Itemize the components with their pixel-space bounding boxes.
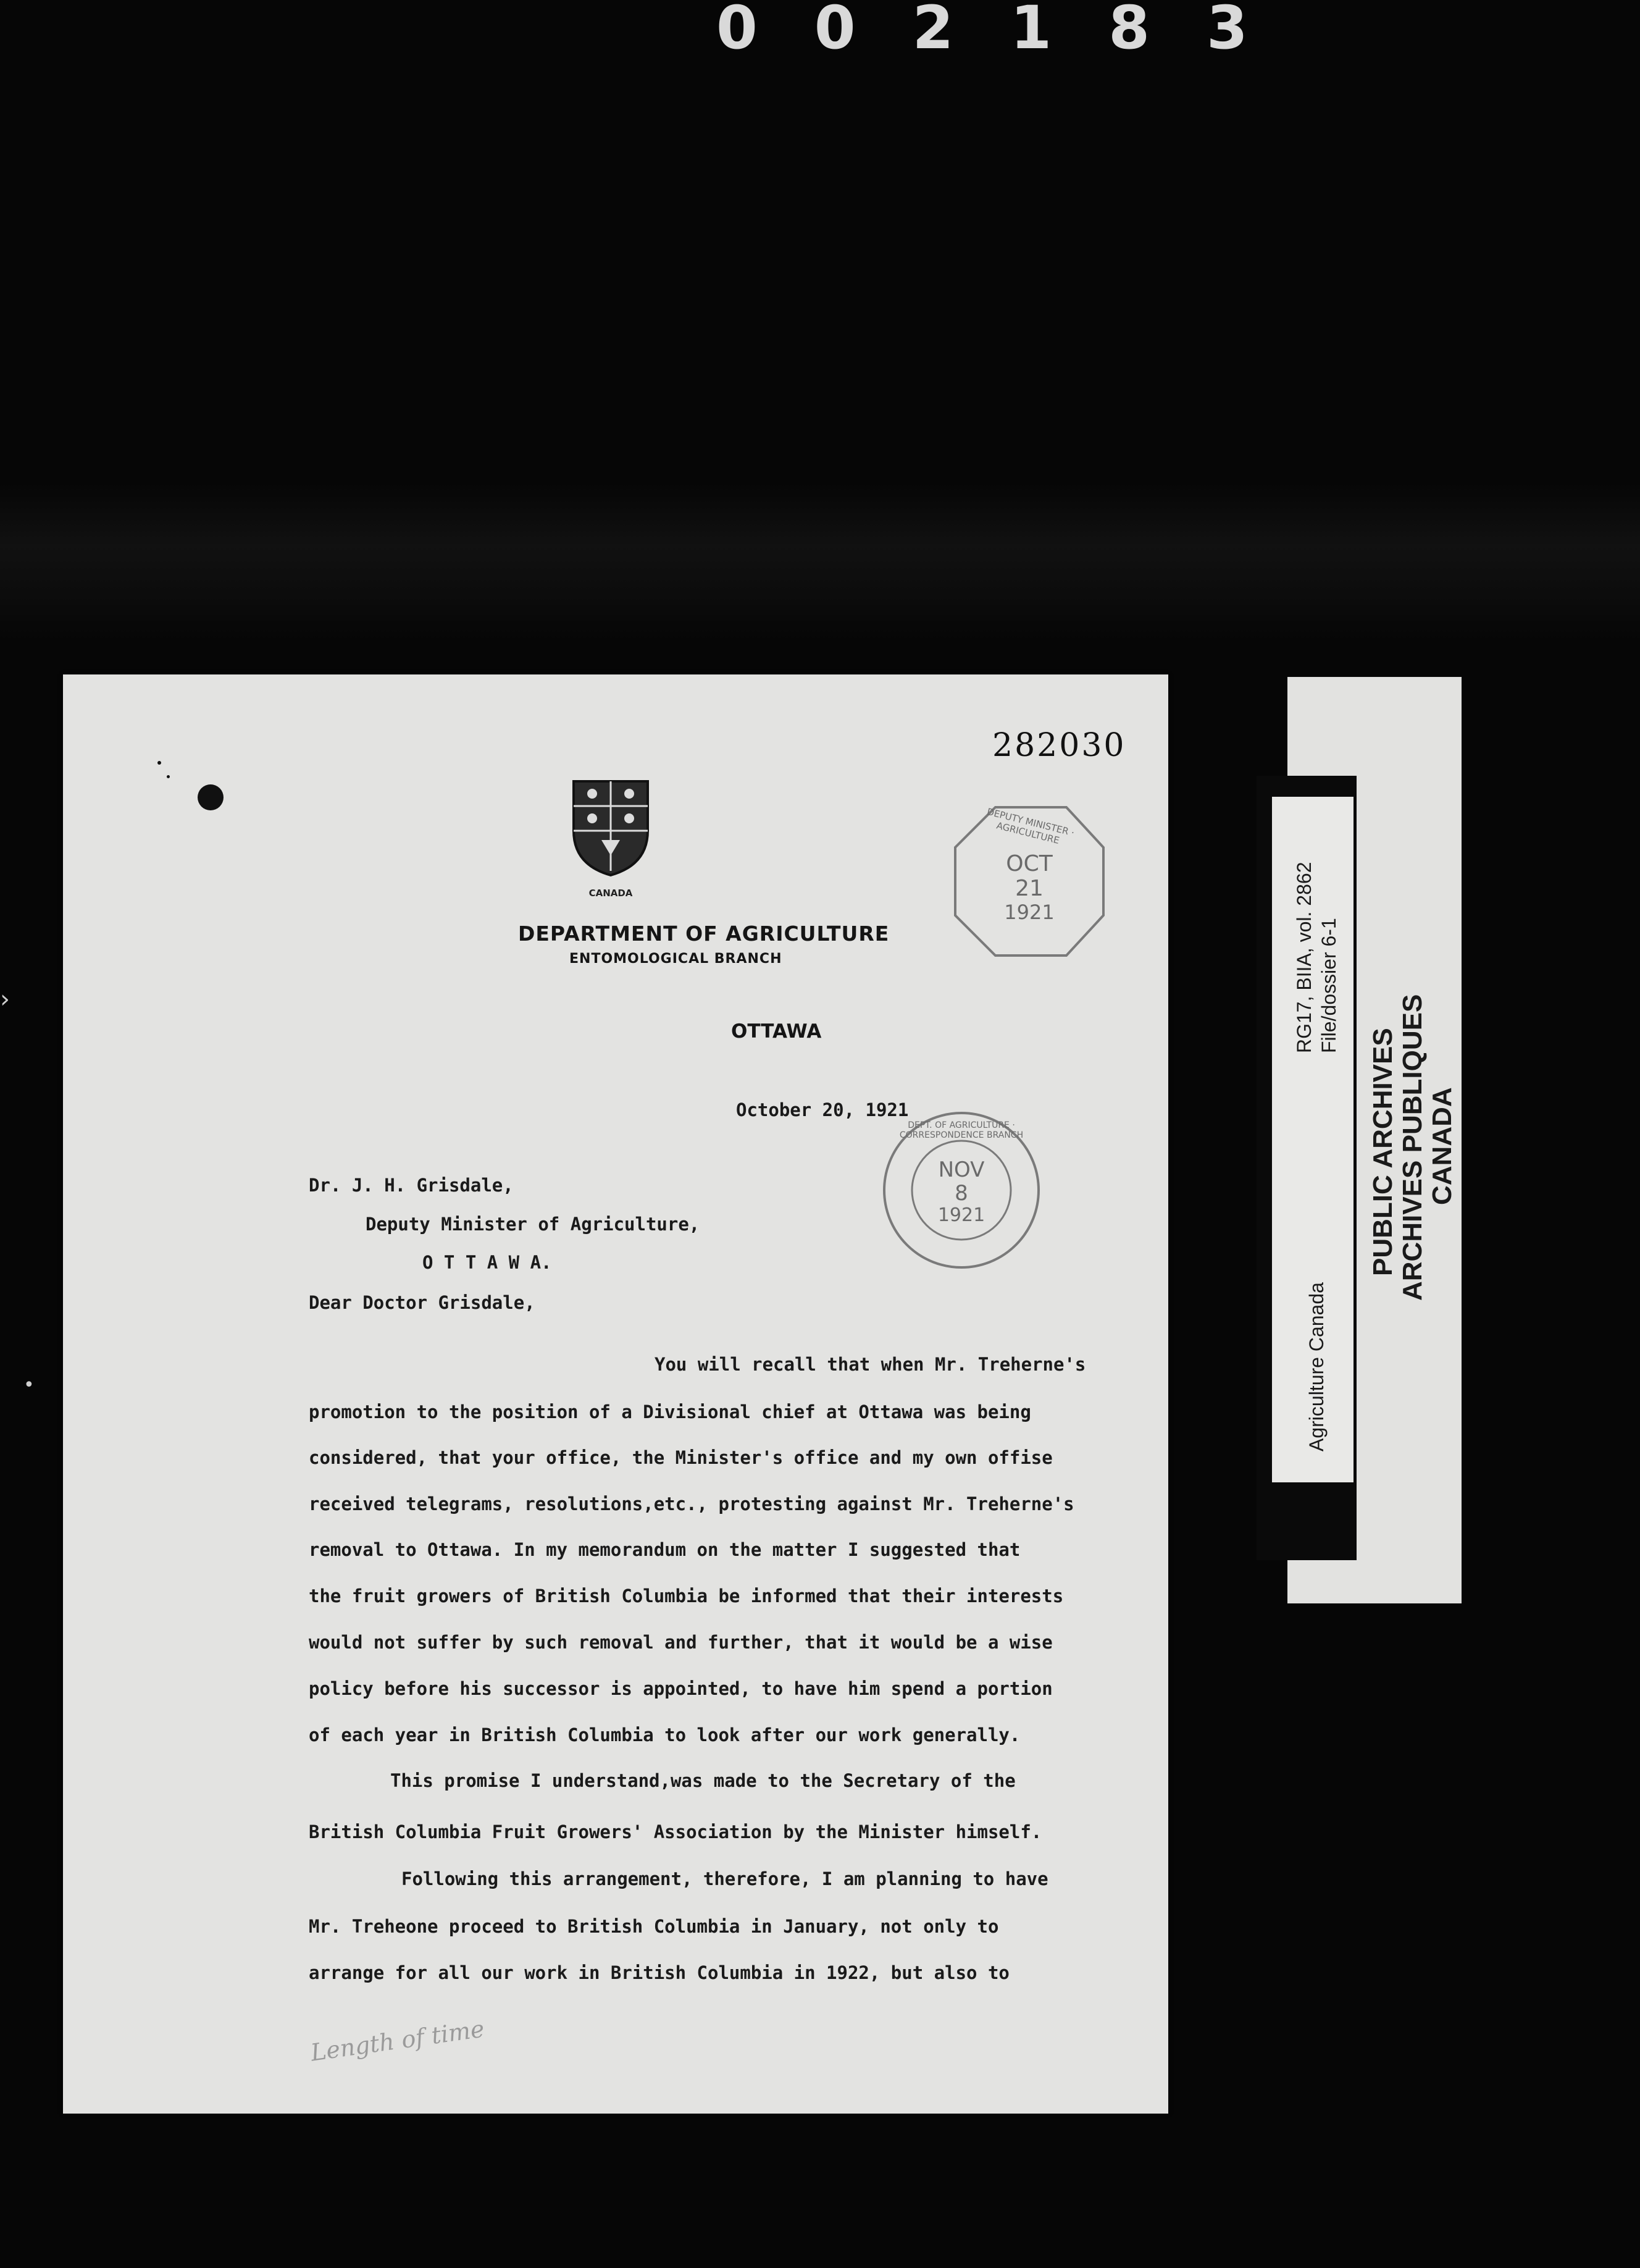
ink-speck	[157, 761, 161, 765]
film-dark-band	[0, 482, 1640, 642]
recipient-city: O T T A W A.	[422, 1252, 552, 1273]
film-frame-number: 002183	[716, 0, 1305, 59]
body-line: Mr. Treheone proceed to British Columbia in January, not only to	[309, 1916, 999, 1937]
edge-mark-left: ›	[0, 985, 10, 1014]
letterhead-city: OTTAWA	[731, 1020, 822, 1043]
stamp-ring-text: DEPT. OF AGRICULTURE · CORRESPONDENCE BRANCH	[899, 1120, 1024, 1140]
archive-card-tab	[1272, 797, 1353, 1482]
stamp-month: NOV	[938, 1157, 985, 1182]
body-line: the fruit growers of British Columbia be informed that their interests	[309, 1586, 1064, 1606]
body-line: British Columbia Fruit Growers' Association by the Minister himself.	[309, 1821, 1042, 1842]
stamp-ring-text: DEPUTY MINISTER · AGRICULTURE	[985, 805, 1076, 847]
body-line: policy before his successor is appointed, to have him spend a portion	[309, 1678, 1053, 1699]
canada-coat-of-arms-icon	[571, 778, 651, 877]
document-reference-number: 282030	[992, 727, 1126, 764]
correspondence-branch-stamp	[878, 1107, 1045, 1274]
handwritten-margin-note: Length of time	[309, 2015, 486, 2067]
deputy-minister-received-stamp	[946, 798, 1113, 965]
body-line: arrange for all our work in British Columbia in 1922, but also to	[309, 1962, 1010, 1983]
body-line: You will recall that when Mr. Treherne's	[655, 1354, 1086, 1375]
stamp-day: 8	[955, 1181, 968, 1206]
recipient-name: Dr. J. H. Grisdale,	[309, 1175, 514, 1196]
body-line: promotion to the position of a Divisional chief at Ottawa was being	[309, 1401, 1031, 1422]
branch-name: ENTOMOLOGICAL BRANCH	[569, 951, 782, 967]
stamp-year: 1921	[1004, 901, 1055, 924]
archive-fonds: Agriculture Canada	[1305, 1282, 1328, 1451]
archive-institution-fr: ARCHIVES PUBLIQUES	[1397, 994, 1428, 1301]
archive-reference: RG17, BIIA, vol. 2862	[1293, 862, 1315, 1053]
department-name: DEPARTMENT OF AGRICULTURE	[518, 922, 890, 946]
stamp-month: OCT	[1006, 851, 1053, 876]
letter-page	[63, 674, 1168, 2114]
body-line: of each year in British Columbia to look after our work generally.	[309, 1724, 1021, 1745]
body-line: removal to Ottawa. In my memorandum on the matter I suggested that	[309, 1539, 1021, 1560]
archive-file: File/dossier 6-1	[1318, 918, 1340, 1053]
body-line: would not suffer by such removal and further, that it would be a wise	[309, 1632, 1053, 1653]
ink-speck	[167, 775, 170, 778]
body-line: considered, that your office, the Minister's office and my own offise	[309, 1447, 1053, 1468]
archive-institution-en: PUBLIC ARCHIVES	[1368, 1028, 1398, 1276]
crest-caption: CANADA	[588, 888, 633, 899]
recipient-title: Deputy Minister of Agriculture,	[366, 1214, 700, 1235]
body-line: received telegrams, resolutions,etc., protesting against Mr. Treherne's	[309, 1493, 1074, 1514]
edge-mark-left-lower: •	[23, 1374, 35, 1396]
body-line: Following this arrangement, therefore, I am planning to have	[401, 1868, 1048, 1889]
salutation: Dear Doctor Grisdale,	[309, 1292, 535, 1313]
stamp-year: 1921	[937, 1204, 985, 1226]
archive-country: CANADA	[1427, 1087, 1457, 1205]
stamp-day: 21	[1015, 876, 1044, 901]
letter-date: October 20, 1921	[736, 1099, 909, 1120]
ink-spot	[198, 784, 224, 810]
body-line: This promise I understand,was made to the Secretary of the	[390, 1770, 1016, 1791]
